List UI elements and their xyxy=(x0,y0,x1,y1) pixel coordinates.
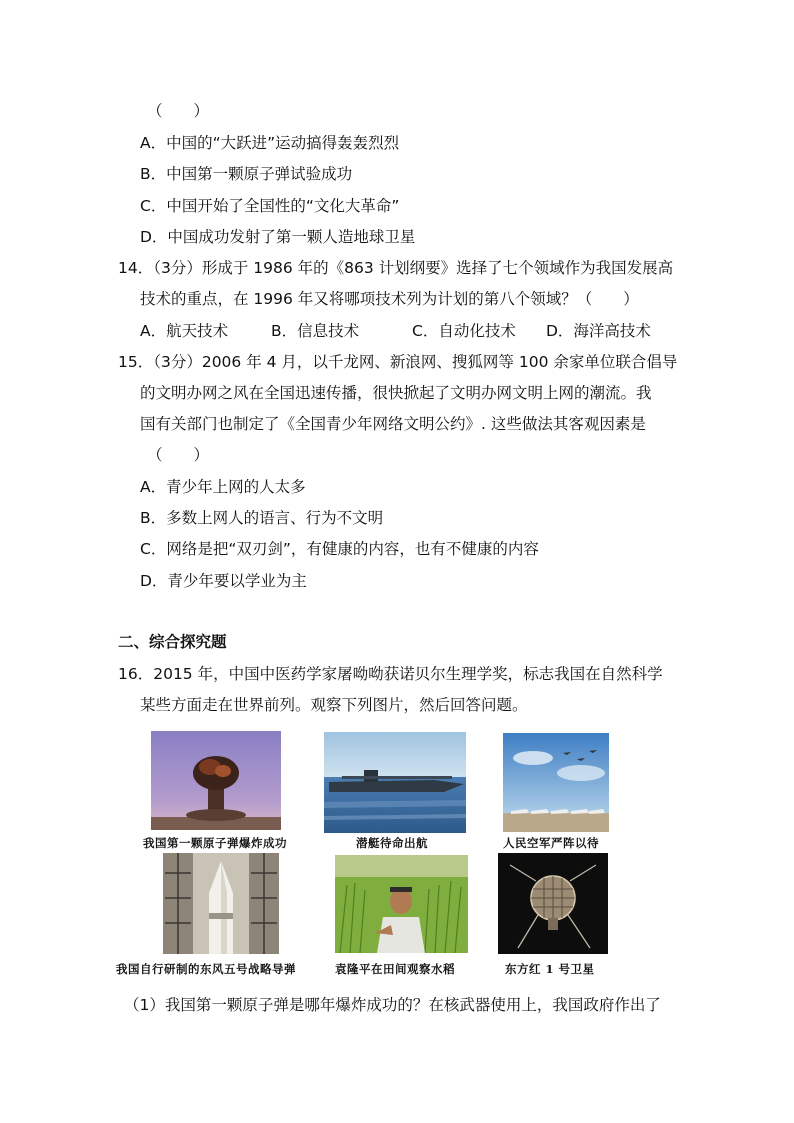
air-force-photo xyxy=(503,733,609,832)
q15-option-b: B．多数上网人的语言、行为不文明 xyxy=(140,509,384,527)
caption-missile: 我国自行研制的东风五号战略导弹 xyxy=(116,962,296,976)
q13-paren: （ ） xyxy=(147,102,210,120)
missile-photo xyxy=(163,853,279,954)
rice-field-photo xyxy=(335,855,468,953)
q14-stem-line1: 14．（3分）形成于 1986 年的《863 计划纲要》选择了七个领域作为我国发展高 xyxy=(118,259,674,277)
satellite-photo xyxy=(498,853,608,954)
caption-atomic-bomb: 我国第一颗原子弹爆炸成功 xyxy=(143,836,287,850)
q13-option-c: C．中国开始了全国性的“文化大革命” xyxy=(140,197,400,215)
q14-option-b: B．信息技术 xyxy=(271,322,360,340)
section-heading: 二、综合探究题 xyxy=(118,633,227,651)
q15-stem-line3: 国有关部门也制定了《全国青少年网络文明公约》. 这些做法其客观因素是 xyxy=(140,415,646,433)
q14-option-a: A．航天技术 xyxy=(140,322,229,340)
caption-air-force: 人民空军严阵以待 xyxy=(503,836,599,850)
caption-satellite: 东方红 1 号卫星 xyxy=(505,962,595,976)
q15-paren: （ ） xyxy=(147,446,210,464)
q15-option-d: D．青少年要以学业为主 xyxy=(140,572,307,590)
q13-option-a: A．中国的“大跃进”运动搞得轰轰烈烈 xyxy=(140,134,400,152)
caption-submarine: 潜艇待命出航 xyxy=(356,836,428,850)
q13-option-d: D．中国成功发射了第一颗人造地球卫星 xyxy=(140,228,416,246)
q14-options xyxy=(140,321,680,341)
q15-option-c: C．网络是把“双刃剑”，有健康的内容，也有不健康的内容 xyxy=(140,540,539,558)
submarine-photo xyxy=(324,732,466,833)
q15-stem-line2: 的文明办网之风在全国迅速传播，很快掀起了文明办网文明上网的潮流。我 xyxy=(140,384,652,402)
q16-stem-line2: 某些方面走在世界前列。观察下列图片，然后回答问题。 xyxy=(140,696,528,714)
q15-stem-line1: 15．（3分）2006 年 4 月，以千龙网、新浪网、搜狐网等 100 余家单位联合倡导 xyxy=(118,353,678,371)
caption-rice: 袁隆平在田间观察水稻 xyxy=(335,962,455,976)
q16-stem-line1: 16．2015 年，中国中医药学家屠呦呦获诺贝尔生理学奖，标志我国在自然科学 xyxy=(118,665,663,683)
q14-option-c: C．自动化技术 xyxy=(412,322,516,340)
q14-stem-line2: 技术的重点，在 1996 年又将哪项技术列为计划的第八个领域？（ ） xyxy=(140,290,639,308)
q13-option-b: B．中国第一颗原子弹试验成功 xyxy=(140,165,353,183)
q15-option-a: A．青少年上网的人太多 xyxy=(140,478,306,496)
atomic-bomb-photo xyxy=(151,731,281,830)
q16-sub1: （1）我国第一颗原子弹是哪年爆炸成功的？在核武器使用上，我国政府作出了 xyxy=(124,996,661,1014)
q14-option-d: D．海洋高技术 xyxy=(546,322,651,340)
